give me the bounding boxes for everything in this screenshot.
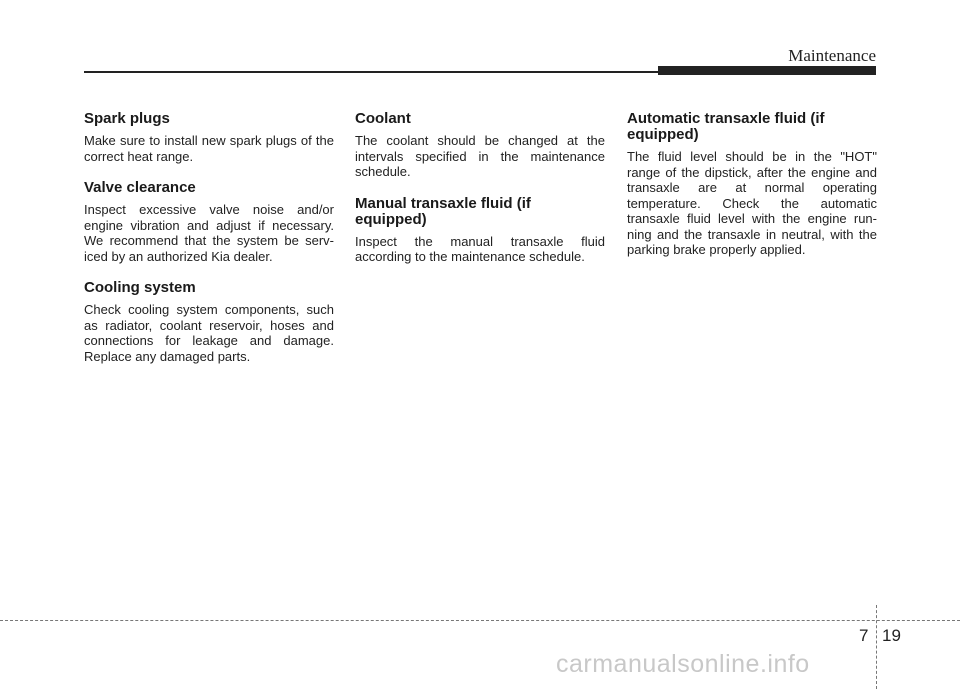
heading-cooling-system: Cooling system — [84, 279, 196, 296]
heading-coolant: Coolant — [355, 110, 411, 127]
section-title: Maintenance — [788, 46, 876, 65]
column-2 — [355, 111, 605, 281]
page-number: 19 — [882, 626, 901, 645]
footer-vertical-divider — [876, 605, 877, 689]
header-rule — [84, 71, 660, 73]
footer-divider — [0, 620, 960, 621]
column-1 — [84, 111, 334, 380]
heading-valve-clearance: Valve clearance — [84, 179, 196, 196]
body-automatic-transaxle: The fluid level should be in the "HOT" range of the dipstick, after the engine and transaxle are at normal operating temperature. Check the automatic transaxle fluid level with the engine run-ning and the transaxle in neutral, with the parking brake properly applied. — [627, 149, 877, 257]
heading-automatic-transaxle: Automatic transaxle fluid (if equipped) — [627, 110, 825, 143]
body-valve-clearance: Inspect excessive valve noise and/or engine vibration and adjust if necessary. We recommend that the system be serv-iced by an authorized Kia dealer. — [84, 202, 334, 264]
body-spark-plugs: Make sure to install new spark plugs of the correct heat range. — [84, 133, 334, 164]
chapter-number: 7 — [859, 626, 869, 645]
body-manual-transaxle: Inspect the manual transaxle fluid according to the maintenance schedule. — [355, 233, 605, 264]
header-bar — [658, 66, 876, 75]
watermark: carmanualsonline.info — [556, 650, 810, 678]
heading-manual-transaxle: Manual transaxle fluid (if equipped) — [355, 194, 531, 228]
column-3 — [627, 111, 877, 274]
body-cooling-system: Check cooling system components, such as radiator, coolant reservoir, hoses and connections for leakage and damage. Replace any damaged parts. — [84, 302, 334, 364]
heading-spark-plugs: Spark plugs — [84, 110, 170, 127]
body-coolant: The coolant should be changed at the intervals specified in the maintenance schedule. — [355, 133, 605, 179]
